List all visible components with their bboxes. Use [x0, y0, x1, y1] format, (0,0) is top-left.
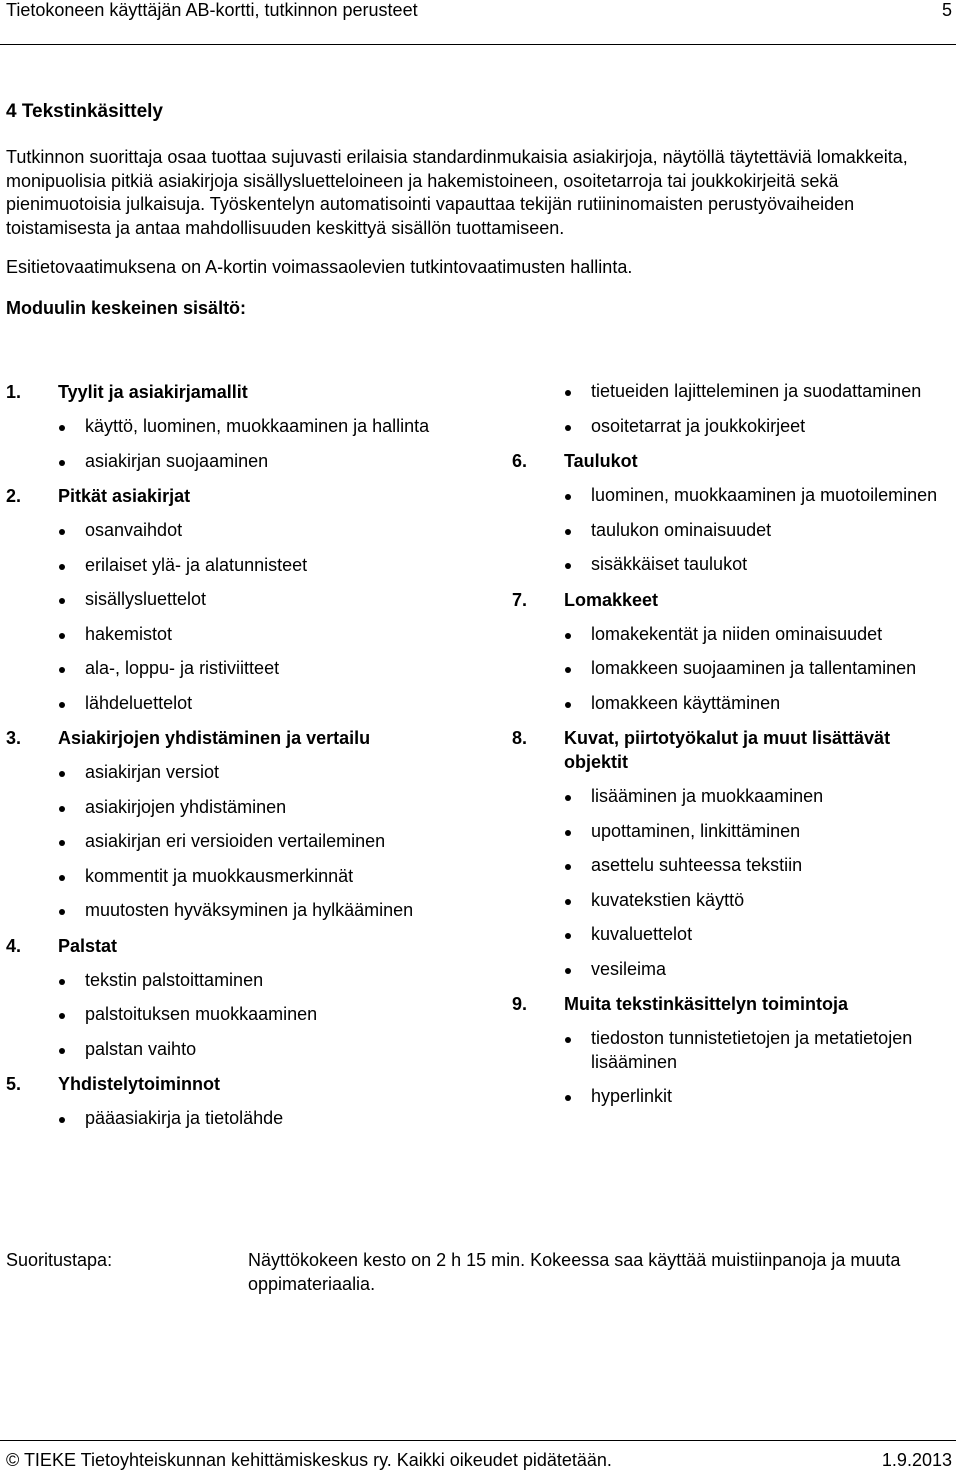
module-item	[6, 726, 466, 923]
document-title: Tietokoneen käyttäjän AB-kortti, tutkinnon perusteet	[6, 0, 418, 20]
module-title-text: Taulukot	[564, 451, 638, 471]
list-item	[512, 785, 952, 809]
copyright-text: © TIEKE Tietoyhteiskunnan kehittämiskeskus ry. Kaikki oikeudet pidätetään.	[6, 1450, 612, 1470]
list-item-text: sisäkkäiset taulukot	[591, 554, 748, 574]
prerequisite-paragraph: Esitietovaatimuksena on A-kortin voimassaolevien tutkintovaatimusten hallinta.	[6, 257, 633, 277]
list-item-text: asiakirjan eri versioiden vertaileminen	[85, 831, 386, 851]
right-column	[512, 380, 952, 1120]
module-item	[512, 992, 952, 1109]
suoritustapa-text: Näyttökokeen kesto on 2 h 15 min. Kokeessa saa käyttää muistiinpanoja ja muuta oppimateriaalia.	[248, 1250, 901, 1294]
module-title-text: Tyylit ja asiakirjamallit	[58, 382, 248, 402]
module-number: 8.	[512, 728, 528, 748]
list-item	[512, 657, 952, 681]
module-item	[6, 380, 466, 473]
module-title	[6, 1072, 466, 1096]
bullet-list	[512, 623, 952, 716]
list-item	[6, 1003, 466, 1027]
list-item	[512, 553, 952, 577]
module-title	[512, 588, 952, 612]
list-item	[512, 889, 952, 913]
list-item	[6, 450, 466, 474]
list-item	[512, 519, 952, 543]
list-item-text: taulukon ominaisuudet	[591, 519, 772, 540]
list-item-text: lomakkeen suojaaminen ja tallentaminen	[591, 658, 917, 678]
list-item	[512, 923, 952, 947]
bullet-icon	[58, 830, 85, 854]
bullet-list	[6, 969, 466, 1062]
module-title	[6, 726, 466, 750]
bullet-icon	[58, 1038, 85, 1062]
module-item	[512, 449, 952, 577]
module-title-text: Palstat	[58, 935, 118, 956]
module-title-text: Asiakirjojen yhdistäminen ja vertailu	[58, 728, 371, 748]
bullet-icon	[58, 865, 85, 889]
list-item-text: muutosten hyväksyminen ja hylkääminen	[85, 900, 414, 920]
bullet-icon	[564, 785, 591, 809]
bullet-icon	[564, 1027, 591, 1074]
list-item-text: lisääminen ja muokkaaminen	[591, 786, 824, 806]
bullet-list	[6, 761, 466, 923]
bullet-icon	[58, 1003, 85, 1027]
list-item-text: erilaiset ylä- ja alatunnisteet	[85, 554, 308, 575]
page-number: 5	[941, 0, 952, 20]
bullet-icon	[564, 415, 591, 439]
list-item-text: lähdeluettelot	[85, 692, 193, 713]
list-item-text: käyttö, luominen, muokkaaminen ja hallinta	[85, 416, 430, 436]
list-item	[6, 969, 466, 993]
list-item-text: pääasiakirja ja tietolähde	[85, 1108, 284, 1128]
module-title-text: Pitkät asiakirjat	[58, 486, 191, 506]
module-title-text: Lomakkeet	[564, 589, 659, 610]
module-number: 1.	[6, 382, 22, 402]
left-column	[6, 380, 466, 1142]
suoritustapa-label: Suoritustapa:	[6, 1250, 113, 1270]
footer-date: 1.9.2013	[881, 1450, 952, 1470]
list-item	[512, 692, 952, 716]
module-item	[6, 484, 466, 715]
module-item	[512, 726, 952, 981]
module-title	[6, 380, 466, 404]
module-title	[6, 484, 466, 508]
list-item	[512, 854, 952, 878]
list-item	[6, 657, 466, 681]
module-item	[6, 1072, 466, 1131]
bullet-icon	[564, 692, 591, 716]
list-item	[6, 519, 466, 543]
list-item	[512, 484, 952, 508]
list-item	[6, 796, 466, 820]
list-item	[6, 1107, 466, 1131]
bullet-list	[512, 785, 952, 981]
list-item-text: ala-, loppu- ja ristiviitteet	[85, 658, 280, 678]
module-number: 9.	[512, 994, 528, 1014]
list-item	[6, 692, 466, 716]
list-item-text: kuvatekstien käyttö	[591, 889, 745, 910]
list-item-text: kommentit ja muokkausmerkinnät	[85, 865, 354, 886]
bullet-icon	[564, 923, 591, 947]
bullet-icon	[564, 889, 591, 913]
module-item	[512, 588, 952, 716]
list-item-text: kuvaluettelot	[591, 924, 693, 944]
list-item-text: asiakirjan suojaaminen	[85, 450, 269, 471]
list-item	[6, 554, 466, 578]
list-item-text: palstoituksen muokkaaminen	[85, 1004, 318, 1024]
bullet-icon	[564, 657, 591, 681]
list-item-text: osanvaihdot	[85, 520, 183, 540]
list-item	[6, 1038, 466, 1062]
bullet-icon	[564, 484, 591, 508]
bullet-icon	[58, 415, 85, 439]
bullet-icon	[58, 450, 85, 474]
module-title	[6, 934, 466, 958]
module-title	[512, 992, 952, 1016]
list-item	[512, 1085, 952, 1109]
list-item-text: tiedoston tunnistetietojen ja metatietojen lisääminen	[591, 1028, 913, 1072]
module-number: 6.	[512, 451, 528, 471]
list-item	[6, 623, 466, 647]
list-item-text: upottaminen, linkittäminen	[591, 820, 801, 841]
list-item	[6, 865, 466, 889]
list-item-text: lomakkeen käyttäminen	[591, 692, 781, 713]
list-item	[512, 958, 952, 982]
list-item	[512, 415, 952, 439]
module-item	[6, 934, 466, 1062]
section-heading: 4 Tekstinkäsittely	[6, 101, 164, 122]
bullet-list	[512, 1027, 952, 1109]
list-item-text: tekstin palstoittaminen	[85, 969, 264, 990]
modules-heading: Moduulin keskeinen sisältö:	[6, 298, 247, 318]
list-item-text: palstan vaihto	[85, 1038, 197, 1059]
bullet-icon	[58, 554, 85, 578]
intro-paragraph: Tutkinnon suorittaja osaa tuottaa sujuvasti erilaisia standardinmukaisia asiakirjoja, näytöllä täytettäviä lomakkeita, monipuolisia pitkiä asiakirjoja sisällysluetteloineen ja hakemistoineen, osoitetarroja tai joukkokirjeitä sekä pienimuotoisia julkaisuja. Työskentelyn automatisointi vapauttaa tekijän rutiininomaisten perustyövaiheiden toistamisesta ja antaa mahdollisuuden keskittyä sisällön tuottamiseen.	[6, 147, 908, 238]
list-item-text: asiakirjojen yhdistäminen	[85, 796, 287, 817]
bullet-icon	[58, 588, 85, 612]
bullet-icon	[564, 623, 591, 647]
module-number: 5.	[6, 1074, 22, 1094]
list-item-text: hyperlinkit	[591, 1086, 673, 1106]
list-item	[512, 623, 952, 647]
module-title-text: Kuvat, piirtotyökalut ja muut lisättävät objektit	[564, 728, 891, 772]
bullet-icon	[564, 854, 591, 878]
bullet-icon	[58, 519, 85, 543]
module-title	[512, 449, 952, 473]
bullet-icon	[58, 761, 85, 785]
module-number: 2.	[6, 486, 22, 506]
bullet-icon	[564, 380, 591, 404]
bullet-list	[512, 380, 952, 438]
section-content	[6, 100, 951, 320]
bullet-icon	[58, 692, 85, 716]
bullet-icon	[58, 623, 85, 647]
bullet-icon	[564, 1085, 591, 1109]
page-header	[0, 0, 956, 45]
bullet-list	[6, 1107, 466, 1131]
list-item	[6, 761, 466, 785]
bullet-list	[6, 415, 466, 473]
bullet-icon	[58, 969, 85, 993]
bullet-list	[6, 519, 466, 715]
list-item-text: hakemistot	[85, 623, 173, 644]
bullet-list	[512, 484, 952, 577]
bullet-icon	[58, 796, 85, 820]
bullet-icon	[58, 899, 85, 923]
page-footer	[0, 1440, 956, 1475]
bullet-icon	[58, 657, 85, 681]
list-item-text: sisällysluettelot	[85, 589, 207, 609]
list-item	[6, 415, 466, 439]
list-item-text: asettelu suhteessa tekstiin	[591, 855, 803, 875]
module-number: 4.	[6, 935, 22, 956]
module-number: 7.	[512, 589, 528, 610]
list-item-text: lomakekentät ja niiden ominaisuudet	[591, 623, 883, 644]
list-item-text: luominen, muokkaaminen ja muotoileminen	[591, 485, 938, 505]
module-number: 3.	[6, 728, 22, 748]
list-item-text: vesileima	[591, 958, 667, 979]
list-item-text: tietueiden lajitteleminen ja suodattaminen	[591, 381, 922, 401]
list-item	[6, 899, 466, 923]
module-title	[512, 726, 952, 774]
bullet-icon	[564, 553, 591, 577]
bullet-icon	[564, 519, 591, 543]
module-title-text: Muita tekstinkäsittelyn toimintoja	[564, 994, 849, 1014]
bullet-icon	[564, 958, 591, 982]
list-item	[6, 830, 466, 854]
list-item-text: asiakirjan versiot	[85, 762, 220, 782]
list-item	[6, 588, 466, 612]
list-item-text: osoitetarrat ja joukkokirjeet	[591, 415, 806, 436]
bullet-icon	[58, 1107, 85, 1131]
list-item	[512, 820, 952, 844]
module-title-text: Yhdistelytoiminnot	[58, 1074, 220, 1094]
bullet-icon	[564, 820, 591, 844]
list-item	[512, 380, 952, 404]
list-item	[512, 1027, 952, 1074]
